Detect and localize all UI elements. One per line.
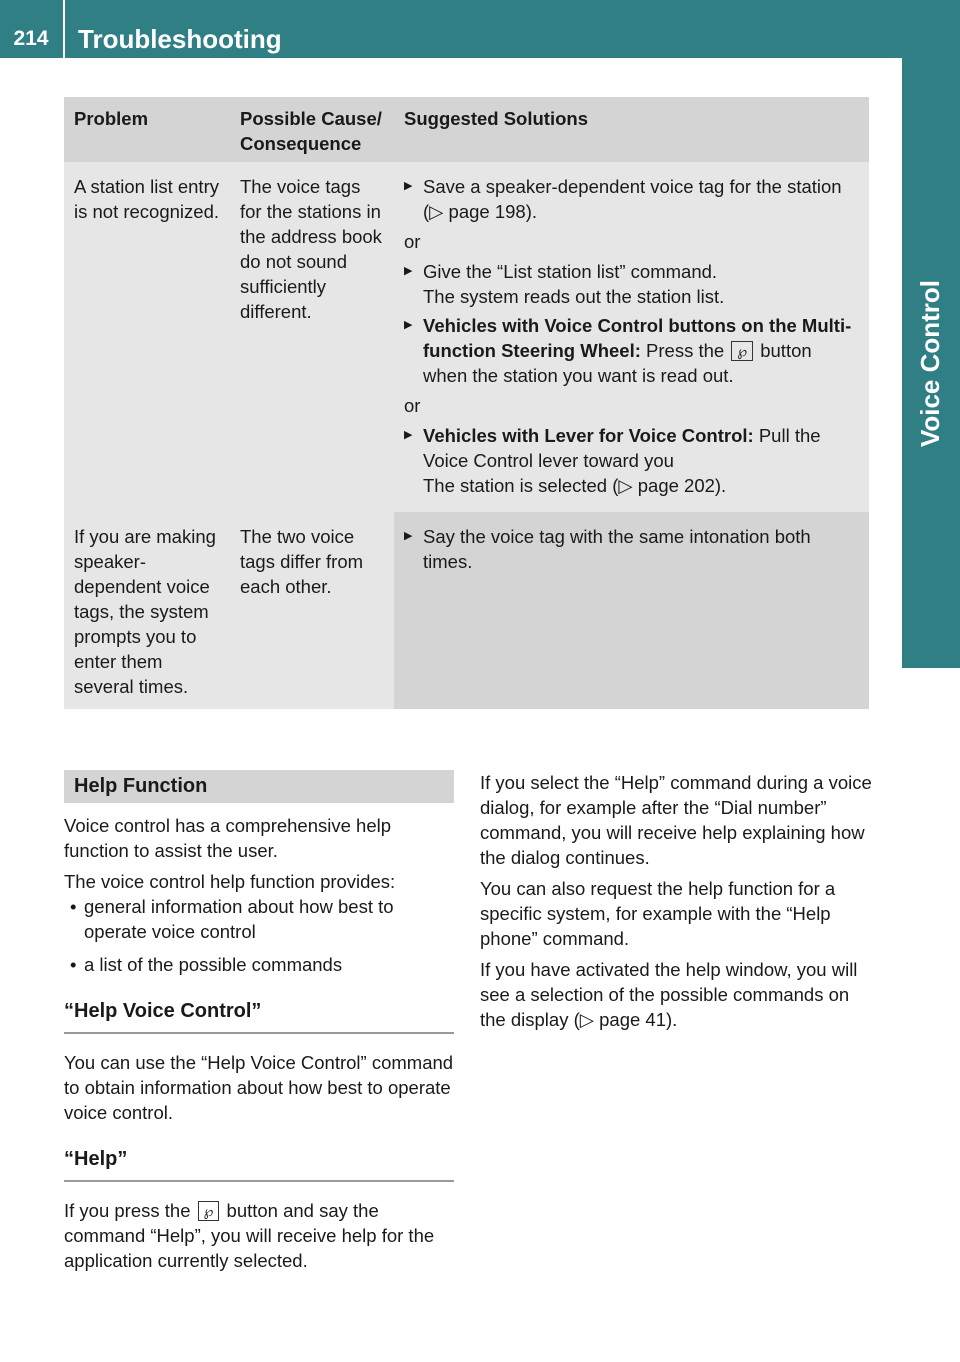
table-row — [64, 512, 869, 709]
table-row — [64, 162, 869, 512]
paragraph: You can also request the help function for a specific system, for example with the “Help phone” command. — [480, 878, 836, 949]
table-header-row — [64, 97, 869, 162]
solution-step: ▶ Give the “List station list” command. The system reads out the station list. — [404, 259, 859, 309]
voice-control-button-icon: ℘ — [198, 1201, 220, 1221]
page-number: 214 — [13, 27, 49, 50]
paragraph: If you have activated the help window, you will see a selection of the possible commands on the display (▷ page 41). — [480, 959, 858, 1030]
solution-step: ▶ Vehicles with Voice Control buttons on the Multi-function Steering Wheel: Press the ℘ button when the station you want is read out. — [404, 313, 859, 388]
header-problem: Problem — [64, 97, 230, 162]
section-side-tab — [902, 58, 960, 668]
paragraph: If you select the “Help” command during a voice dialog, for example after the “Dial number” command, you will receive help explaining how the dialog continues. — [480, 772, 872, 868]
cause-cell: The two voice tags differ from each other. — [230, 512, 394, 709]
solutions-cell — [394, 512, 869, 709]
header-bar — [0, 0, 960, 58]
or-separator: or — [404, 231, 421, 252]
paragraph: The voice control help function provides: — [64, 871, 396, 892]
paragraph: You can use the “Help Voice Control” command to obtain information about how best to operate voice control. — [64, 1052, 454, 1123]
subheading: “Help Voice Control” — [64, 999, 454, 1034]
solution-step: ▶ Save a speaker-dependent voice tag for the station (▷ page 198). — [404, 174, 859, 224]
help-left-column — [64, 770, 454, 1279]
header-solutions: Suggested Solutions — [394, 97, 869, 162]
header-cause: Possible Cause/ Consequence — [230, 97, 394, 162]
paragraph: If you press the ℘ button and say the command “Help”, you will receive help for the application currently selected. — [64, 1200, 435, 1271]
solution-step: ▶ Vehicles with Lever for Voice Control: Pull the Voice Control lever toward you The station is selected (▷ page 202). — [404, 423, 859, 498]
side-tab-label: Voice Control — [915, 279, 946, 447]
help-right-column — [480, 770, 875, 1038]
page-title: Troubleshooting — [78, 24, 282, 54]
paragraph: Voice control has a comprehensive help function to assist the user. — [64, 815, 392, 861]
subheading: “Help” — [64, 1147, 454, 1182]
problem-cell: If you are making speaker-dependent voice tags, the system prompts you to enter them several times. — [64, 512, 230, 709]
section-heading: Help Function — [64, 770, 454, 803]
solutions-cell — [394, 162, 869, 512]
voice-control-button-icon: ℘ — [731, 341, 753, 361]
problem-cell: A station list entry is not recognized. — [64, 162, 230, 512]
troubleshooting-table — [64, 97, 869, 709]
solution-step: ▶ Say the voice tag with the same intonation both times. — [404, 524, 859, 574]
cause-cell: The voice tags for the stations in the address book do not sound sufficiently different. — [230, 162, 394, 512]
bullet-item: • general information about how best to operate voice control — [64, 894, 454, 944]
header-divider — [63, 0, 65, 58]
bullet-item: • a list of the possible commands — [64, 952, 454, 977]
or-separator: or — [404, 395, 421, 416]
